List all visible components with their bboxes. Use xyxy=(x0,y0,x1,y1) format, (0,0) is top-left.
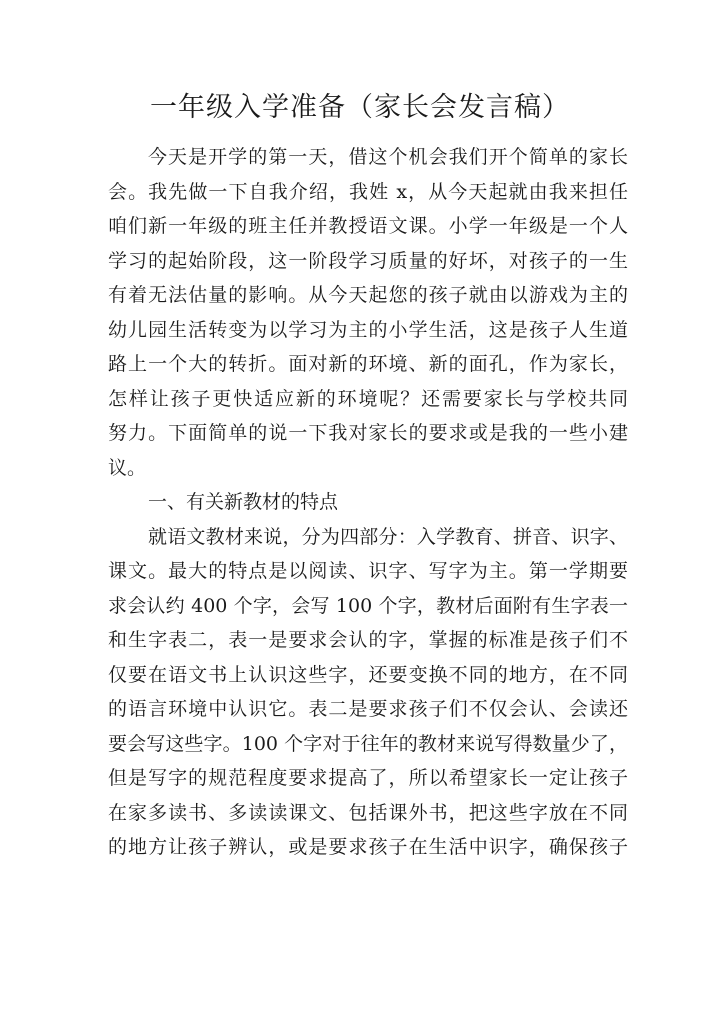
page-title: 一年级入学准备（家长会发言稿） xyxy=(150,92,570,123)
text-line: 和生字表二，表一是要求会认的字，掌握的标准是孩子们不 xyxy=(108,629,628,651)
text-line: 在家多读书、多读读课文、包括课外书，把这些字放在不同 xyxy=(108,801,628,824)
text-line: 就语文教材来说，分为四部分：入学教育、拼音、识字、 xyxy=(148,525,628,548)
text-line: 幼儿园生活转变为以学习为主的小学生活，这是孩子人生道 xyxy=(108,318,628,341)
text-line: 一、有关新教材的特点 xyxy=(148,491,339,513)
text-line: 咱们新一年级的班主任并教授语文课。小学一年级是一个人 xyxy=(108,215,628,237)
text-line: 的语言环境中认识它。表二是要求孩子们不仅会认、会读还 xyxy=(108,698,628,720)
text-line: 但是写字的规范程度要求提高了，所以希望家长一定让孩子 xyxy=(108,767,628,789)
text-line: 学习的起始阶段，这一阶段学习质量的好坏，对孩子的一生 xyxy=(108,249,628,272)
document-body xyxy=(108,140,628,865)
text-line: 要会写这些字。100 个字对于往年的教材来说写得数量少了， xyxy=(108,732,628,755)
text-line: 的地方让孩子辨认，或是要求孩子在生活中识字，确保孩子 xyxy=(108,836,628,858)
text-line: 仅要在语文书上认识这些字，还要变换不同的地方，在不同 xyxy=(108,663,628,686)
text-line: 求会认约 400 个字，会写 100 个字，教材后面附有生字表一 xyxy=(108,594,628,617)
text-line: 议。 xyxy=(108,456,147,479)
text-line: 怎样让孩子更快适应新的环境呢？还需要家长与学校共同 xyxy=(108,387,628,410)
text-line: 努力。下面简单的说一下我对家长的要求或是我的一些小建 xyxy=(108,422,628,444)
text-line: 有着无法估量的影响。从今天起您的孩子就由以游戏为主的 xyxy=(108,284,628,306)
text-line: 课文。最大的特点是以阅读、识字、写字为主。第一学期要 xyxy=(108,560,628,582)
text-line: 会。我先做一下自我介绍，我姓 x，从今天起就由我来担任 xyxy=(108,180,628,203)
text-line: 路上一个大的转折。面对新的环境、新的面孔，作为家长， xyxy=(108,353,628,375)
text-line: 今天是开学的第一天，借这个机会我们开个简单的家长 xyxy=(148,146,628,168)
